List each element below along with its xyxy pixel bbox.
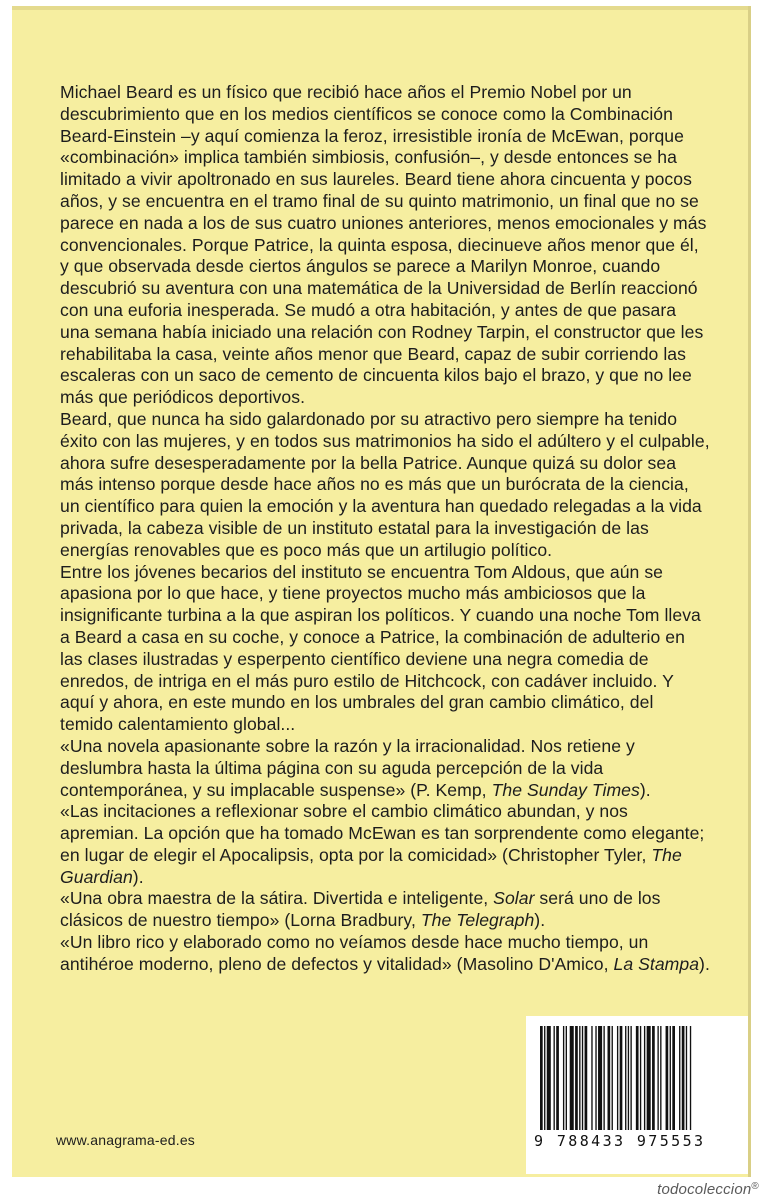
quote-source: La Stampa [613,953,700,974]
barcode-bar-1 [544,1026,545,1130]
barcode-bar-30 [666,1026,669,1130]
barcode-bar-16 [608,1026,611,1130]
publisher-website: www.anagrama-ed.es [56,1132,195,1148]
barcode-bar-25 [644,1026,645,1130]
barcode-bar-31 [670,1026,671,1130]
back-cover [12,6,751,1177]
barcode-bar-12 [591,1026,592,1130]
barcode-bar-4 [556,1026,559,1130]
synopsis-text [60,82,710,976]
barcode-bar-11 [585,1026,588,1130]
isbn-number: 9 788433 975553 [534,1132,706,1150]
barcode-bar-7 [570,1026,574,1130]
watermark-logo: todocoleccion® [657,1181,759,1198]
review-quote-1: «Una novela apasionante sobre la razón y la irracionalidad. Nos retiene y deslumbra hasta la última página con su aguda percepción de la vida contemporánea, y su implacable suspense» (P. Kemp, The Sunday Times). [60,735,651,800]
barcode-bar-8 [575,1026,578,1130]
barcode-bar-29 [660,1026,661,1130]
barcode-bar-36 [690,1026,691,1130]
barcode-bar-26 [647,1026,651,1130]
barcode-bar-6 [566,1026,567,1130]
barcode-bar-10 [582,1026,583,1130]
barcode-bar-27 [652,1026,655,1130]
review-quote-3: «Una obra maestra de la sátira. Divertida e inteligente, Solar será uno de los clásicos de nuestro tiempo» (Lorna Bradbury, The Telegraph). [60,888,661,931]
barcode-panel [526,1016,751,1174]
barcode-bar-5 [563,1026,564,1130]
barcode-bar-0 [540,1026,543,1130]
synopsis-paragraph-1: Michael Beard es un físico que recibió hace años el Premio Nobel por un descubrimiento que en los medios científicos se conoce como la Combinación Beard-Einstein –y aquí comienza la feroz, irresistible ironía de McEwan, porque «combinación» implica también simbiosis, confusión–, y desde entonces se ha limitado a vivir apoltronado en sus laureles. Beard tiene ahora cincuenta y pocos años, y se encuentra en el tramo final de su quinto matrimonio, un final que no se parece en nada a los de sus cuatro uniones anteriores, menos emocionales y más convencionales. Porque Patrice, la quinta esposa, diecinueve años menor que él, y que observada desde ciertos ángulos se parece a Marilyn Monroe, cuando descubrió su aventura con una matemática de la Universidad de Berlín reaccionó con una euforia inesperada. Se mudó a otra habitación, y antes de que pasara una semana había iniciado una relación con Rodney Tarpin, el constructor que les rehabilitaba la casa, veinte años menor que Beard, capaz de subir corriendo las escaleras con un saco de cemento de cincuenta kilos bajo el brazo, y que no lee más que periódicos deportivos. [60,82,707,408]
barcode-bar-23 [636,1026,639,1130]
quote-source: The Telegraph [420,910,535,931]
barcode-bar-15 [603,1026,604,1130]
barcode-bar-17 [612,1026,613,1130]
barcode-bar-34 [682,1026,685,1130]
quote-source: The Sunday Times [491,779,640,800]
barcode-bar-21 [628,1026,629,1130]
barcode-bar-19 [620,1026,623,1130]
barcode-bar-28 [657,1026,658,1130]
barcode-bar-9 [579,1026,580,1130]
barcode-bar-14 [598,1026,602,1130]
barcode-bar-20 [625,1026,626,1130]
barcode-bar-24 [640,1026,641,1130]
barcode-bar-18 [617,1026,618,1130]
barcode-bar-2 [547,1026,551,1130]
barcode-bar-35 [686,1026,687,1130]
barcode-bar-13 [595,1026,596,1130]
synopsis-paragraph-3: Entre los jóvenes becarios del instituto se encuentra Tom Aldous, que aún se apasiona por lo que hace, y tiene proyectos mucho más ambiciosos que la insignificante turbina a la que aspiran los políticos. Y cuando una noche Tom lleva a Beard a casa en su coche, y conoce a Patrice, la combinación de adulterio en las clases ilustradas y esperpento científico deviene una negra comedia de enredos, de intriga en el más puro estilo de Hitchcock, con cadáver incluido. Y aquí y ahora, en este mundo en los umbrales del gran cambio climático, del temido calentamiento global... [60,561,701,735]
review-quote-4: «Un libro rico y elaborado como no veíamos desde hace mucho tiempo, un antihéroe moderno, pleno de defectos y vitalidad» (Masolino D'Amico, La Stampa). [60,932,710,974]
synopsis-paragraph-2: Beard, que nunca ha sido galardonado por su atractivo pero siempre ha tenido éxito con las mujeres, y en todos sus matrimonios ha sido el adúltero y el culpable, ahora sufre desesperadamente por la bella Patrice. Aunque quizá su dolor sea más intenso porque desde hace años no es más que un burócrata de la ciencia, un científico para quien la emoción y la aventura han quedado relegadas a la vida privada, la cabeza visible de un instituto estatal para la investigación de las energías renovables que es poco más que un artilugio político. [60,408,710,560]
book-title: Solar [493,888,535,909]
barcode-bar-22 [630,1026,631,1130]
barcode-image [538,1026,742,1130]
barcode-bar-33 [679,1026,680,1130]
quote-source: The Guardian [60,844,682,887]
barcode-bar-32 [672,1026,675,1130]
barcode-bar-3 [554,1026,555,1130]
review-quote-2: «Las incitaciones a reflexionar sobre el cambio climático abundan, y nos apremian. La opción que ha tomado McEwan es tan sorprendente como elegante; en lugar de elegir el Apocalipsis, opta por la comicidad» (Christopher Tyler, The Guardian). [60,801,705,887]
